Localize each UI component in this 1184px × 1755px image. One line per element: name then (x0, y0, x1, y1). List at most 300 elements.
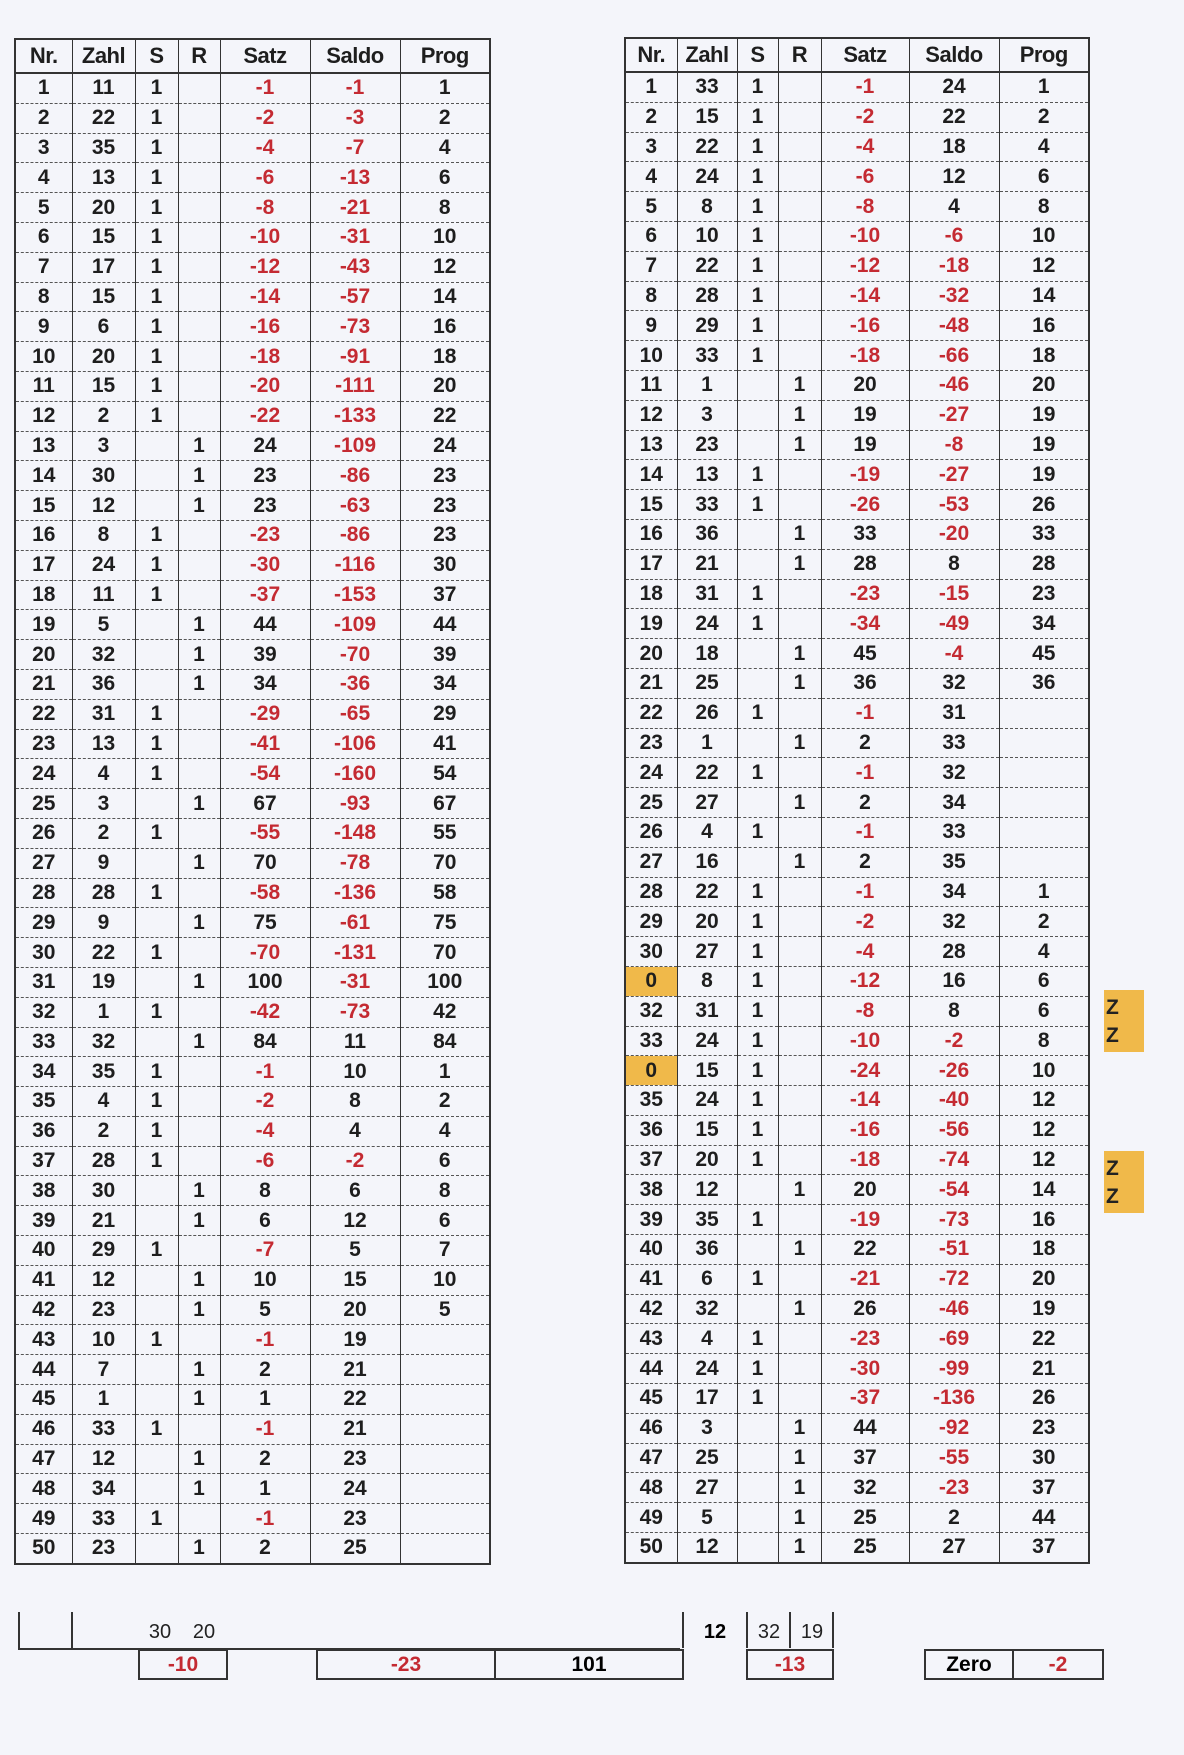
cell-satz: 44 (220, 610, 310, 640)
header-row (15, 39, 490, 73)
cell-prog: 19 (999, 460, 1089, 490)
zero-marker-letter: Z (1106, 1024, 1119, 1047)
cell-prog: 39 (400, 640, 490, 670)
cell-zahl: 34 (72, 1474, 135, 1504)
cell-saldo: 22 (909, 102, 999, 132)
cell-zahl: 15 (677, 102, 737, 132)
table-row (625, 1533, 1089, 1563)
cell-zahl: 4 (677, 1324, 737, 1354)
cell-zahl: 8 (72, 520, 135, 550)
cell-prog: 30 (999, 1443, 1089, 1473)
cell-nr: 33 (15, 1027, 72, 1057)
cell-nr: 27 (625, 847, 677, 877)
table-row (15, 193, 490, 223)
cell-nr: 1 (15, 73, 72, 103)
cell-prog: 18 (400, 342, 490, 372)
cell-s: 1 (737, 817, 778, 847)
cell-prog: 19 (999, 430, 1089, 460)
cell-saldo: 35 (909, 847, 999, 877)
cell-r: 1 (178, 908, 220, 938)
cell-satz: 84 (220, 1027, 310, 1057)
cell-prog: 7 (400, 1236, 490, 1266)
cell-s: 1 (737, 460, 778, 490)
cell-zahl: 4 (72, 759, 135, 789)
cell-satz: -30 (821, 1354, 909, 1384)
cell-saldo: -91 (310, 342, 400, 372)
cell-nr: 44 (15, 1355, 72, 1385)
cell-saldo: 12 (310, 1206, 400, 1236)
cell-zahl: 22 (677, 877, 737, 907)
cell-saldo: -133 (310, 401, 400, 431)
table-row (625, 847, 1089, 877)
cell-zahl: 15 (677, 1115, 737, 1145)
left-prog-total-box: 101 (494, 1649, 684, 1680)
cell-nr: 17 (15, 550, 72, 580)
cell-nr: 18 (625, 579, 677, 609)
cell-satz: -20 (220, 371, 310, 401)
cell-satz: -1 (821, 817, 909, 847)
cell-r: 1 (178, 640, 220, 670)
table-row (625, 817, 1089, 847)
cell-satz: -18 (821, 1145, 909, 1175)
table-row (625, 1026, 1089, 1056)
table-row (15, 73, 490, 103)
cell-s: 1 (135, 997, 178, 1027)
cell-nr: 42 (625, 1294, 677, 1324)
cell-satz: -29 (220, 699, 310, 729)
cell-zahl: 22 (72, 938, 135, 968)
cell-nr: 7 (625, 251, 677, 281)
cell-s: 1 (737, 132, 778, 162)
cell-r (178, 759, 220, 789)
cell-s (737, 847, 778, 877)
cell-satz: -16 (821, 311, 909, 341)
cell-satz: -4 (220, 133, 310, 163)
cell-zahl: 31 (72, 699, 135, 729)
cell-prog: 75 (400, 908, 490, 938)
cell-nr: 9 (15, 312, 72, 342)
left-record-table (14, 38, 491, 1565)
cell-s: 1 (737, 162, 778, 192)
table-row (625, 430, 1089, 460)
cell-s: 1 (135, 759, 178, 789)
cell-nr: 45 (15, 1385, 72, 1415)
cell-zahl: 2 (72, 1116, 135, 1146)
cell-nr: 11 (15, 371, 72, 401)
cell-prog (400, 1325, 490, 1355)
cell-satz: -6 (220, 163, 310, 193)
cell-saldo: -99 (909, 1354, 999, 1384)
cell-zahl: 20 (72, 193, 135, 223)
table-row (15, 550, 490, 580)
footer-rule (18, 1648, 680, 1650)
cell-nr: 39 (625, 1205, 677, 1235)
cell-saldo: -61 (310, 908, 400, 938)
cell-s: 1 (737, 907, 778, 937)
cell-zahl: 11 (72, 73, 135, 103)
cell-s: 1 (135, 1057, 178, 1087)
cell-s (135, 1444, 178, 1474)
cell-saldo: 11 (310, 1027, 400, 1057)
cell-satz: -14 (821, 281, 909, 311)
cell-s (737, 788, 778, 818)
cell-satz: -2 (220, 1087, 310, 1117)
cell-satz: -70 (220, 938, 310, 968)
cell-prog (999, 847, 1089, 877)
cell-r (178, 193, 220, 223)
table-row (625, 1086, 1089, 1116)
cell-saldo: -51 (909, 1235, 999, 1265)
cell-r: 1 (778, 1533, 821, 1563)
cell-nr: 10 (625, 341, 677, 371)
cell-s: 1 (135, 1504, 178, 1534)
cell-s (135, 1385, 178, 1415)
table-row (625, 1175, 1089, 1205)
cell-nr: 2 (15, 103, 72, 133)
col-header-nr: Nr. (15, 39, 72, 73)
cell-saldo: -136 (310, 878, 400, 908)
cell-r (178, 1116, 220, 1146)
table-row (625, 102, 1089, 132)
cell-nr: 41 (625, 1264, 677, 1294)
cell-r (778, 579, 821, 609)
cell-s: 1 (737, 1354, 778, 1384)
cell-prog (999, 817, 1089, 847)
table-row (625, 281, 1089, 311)
cell-satz: 67 (220, 789, 310, 819)
cell-saldo: 21 (310, 1355, 400, 1385)
cell-prog: 12 (400, 252, 490, 282)
cell-prog (400, 1474, 490, 1504)
cell-nr: 32 (625, 996, 677, 1026)
cell-zahl: 36 (677, 519, 737, 549)
cell-zahl: 13 (72, 729, 135, 759)
cell-r: 1 (778, 639, 821, 669)
cell-s: 1 (737, 251, 778, 281)
cell-r (178, 997, 220, 1027)
cell-nr: 48 (625, 1473, 677, 1503)
cell-zahl: 23 (72, 1295, 135, 1325)
cell-satz: -7 (220, 1236, 310, 1266)
cell-zahl: 27 (677, 788, 737, 818)
cell-zahl: 28 (72, 878, 135, 908)
cell-zahl: 15 (677, 1056, 737, 1086)
cell-satz: -18 (220, 342, 310, 372)
cell-r: 1 (778, 1294, 821, 1324)
cell-prog: 18 (999, 1235, 1089, 1265)
cell-satz: 1 (220, 1474, 310, 1504)
cell-r (778, 698, 821, 728)
cell-r: 1 (178, 1265, 220, 1295)
cell-s (737, 668, 778, 698)
cell-s: 1 (737, 1115, 778, 1145)
cell-s: 1 (135, 103, 178, 133)
cell-r: 1 (778, 1473, 821, 1503)
cell-saldo: 32 (909, 907, 999, 937)
cell-satz: 44 (821, 1413, 909, 1443)
cell-prog: 28 (999, 549, 1089, 579)
cell-satz: -42 (220, 997, 310, 1027)
cell-saldo: 33 (909, 728, 999, 758)
cell-prog (400, 1534, 490, 1564)
cell-nr: 32 (15, 997, 72, 1027)
cell-r: 1 (178, 1444, 220, 1474)
cell-prog: 1 (400, 1057, 490, 1087)
left-r-count: 20 (192, 1621, 216, 1643)
left-saldo-total-box: -23 (316, 1649, 496, 1680)
table-row (625, 1354, 1089, 1384)
cell-r (178, 699, 220, 729)
cell-r: 1 (778, 1413, 821, 1443)
cell-zahl: 24 (677, 1086, 737, 1116)
cell-saldo: 8 (909, 996, 999, 1026)
cell-satz: -55 (220, 818, 310, 848)
cell-s: 1 (737, 698, 778, 728)
left-sr-difference-box: -10 (138, 1649, 228, 1680)
cell-nr: 27 (15, 848, 72, 878)
cell-prog: 1 (400, 73, 490, 103)
cell-saldo: -1 (310, 73, 400, 103)
cell-r (778, 192, 821, 222)
cell-r (178, 938, 220, 968)
cell-zahl: 12 (677, 1175, 737, 1205)
cell-satz: -1 (220, 1057, 310, 1087)
cell-saldo: -21 (310, 193, 400, 223)
cell-r (778, 460, 821, 490)
cell-saldo: 24 (909, 72, 999, 102)
cell-satz: -37 (220, 580, 310, 610)
table-row (625, 966, 1089, 996)
zero-marker-block (1104, 1151, 1144, 1213)
zero-marker-letter: Z (1106, 996, 1119, 1019)
cell-saldo: -43 (310, 252, 400, 282)
cell-nr: 36 (15, 1116, 72, 1146)
cell-saldo: -106 (310, 729, 400, 759)
cell-s: 1 (737, 877, 778, 907)
cell-s (737, 1235, 778, 1265)
cell-satz: 23 (220, 491, 310, 521)
cell-saldo: -116 (310, 550, 400, 580)
cell-s (135, 491, 178, 521)
table-row (15, 1295, 490, 1325)
cell-nr: 37 (625, 1145, 677, 1175)
cell-saldo: 10 (310, 1057, 400, 1087)
cell-nr: 12 (15, 401, 72, 431)
cell-r (778, 72, 821, 102)
cell-nr: 20 (15, 640, 72, 670)
cell-satz: 20 (821, 370, 909, 400)
cell-saldo: 22 (310, 1385, 400, 1415)
cell-prog (999, 758, 1089, 788)
cell-zahl: 13 (72, 163, 135, 193)
cell-satz: -16 (821, 1115, 909, 1145)
zero-value-box: -2 (1012, 1649, 1104, 1680)
cell-prog: 22 (999, 1324, 1089, 1354)
cell-saldo: -109 (310, 610, 400, 640)
table-row (625, 341, 1089, 371)
cell-r (178, 312, 220, 342)
cell-saldo: 34 (909, 788, 999, 818)
cell-zahl: 12 (677, 1533, 737, 1563)
cell-nr: 19 (625, 609, 677, 639)
cell-saldo: -6 (909, 221, 999, 251)
cell-saldo: -27 (909, 400, 999, 430)
cell-saldo: -53 (909, 490, 999, 520)
cell-saldo: -136 (909, 1384, 999, 1414)
cell-nr: 43 (625, 1324, 677, 1354)
cell-nr: 29 (625, 907, 677, 937)
cell-saldo: -93 (310, 789, 400, 819)
cell-zahl: 20 (72, 342, 135, 372)
cell-satz: 26 (821, 1294, 909, 1324)
table-row (625, 1503, 1089, 1533)
cell-r (178, 818, 220, 848)
cell-satz: 1 (220, 1385, 310, 1415)
cell-prog: 12 (999, 251, 1089, 281)
cell-nr: 36 (625, 1115, 677, 1145)
cell-s: 1 (135, 1414, 178, 1444)
cell-s (135, 1027, 178, 1057)
cell-nr: 0 (625, 1056, 677, 1086)
table-row (625, 519, 1089, 549)
cell-zahl: 36 (72, 669, 135, 699)
cell-prog: 22 (400, 401, 490, 431)
cell-nr: 39 (15, 1206, 72, 1236)
col-header-r: R (178, 39, 220, 73)
table-row (15, 401, 490, 431)
cell-prog: 26 (999, 490, 1089, 520)
cell-satz: 45 (821, 639, 909, 669)
cell-prog: 54 (400, 759, 490, 789)
cell-nr: 20 (625, 639, 677, 669)
cell-r (778, 996, 821, 1026)
cell-zahl: 6 (72, 312, 135, 342)
cell-r (778, 1324, 821, 1354)
cell-saldo: -86 (310, 461, 400, 491)
cell-nr: 49 (15, 1504, 72, 1534)
cell-zahl: 17 (677, 1384, 737, 1414)
cell-satz: 37 (821, 1443, 909, 1473)
cell-satz: 10 (220, 1265, 310, 1295)
cell-r: 1 (178, 1474, 220, 1504)
cell-s (135, 789, 178, 819)
cell-r (178, 1504, 220, 1534)
cell-nr: 28 (625, 877, 677, 907)
cell-prog: 37 (999, 1473, 1089, 1503)
cell-satz: 2 (821, 728, 909, 758)
cell-zahl: 35 (72, 133, 135, 163)
table-row (625, 132, 1089, 162)
cell-satz: 19 (821, 400, 909, 430)
cell-nr: 7 (15, 252, 72, 282)
table-row (15, 1355, 490, 1385)
cell-s (135, 640, 178, 670)
table-row (625, 877, 1089, 907)
cell-s (737, 639, 778, 669)
cell-satz: -30 (220, 550, 310, 580)
cell-prog: 2 (400, 103, 490, 133)
cell-satz: 2 (220, 1444, 310, 1474)
cell-nr: 22 (15, 699, 72, 729)
table-row (625, 579, 1089, 609)
cell-prog: 37 (400, 580, 490, 610)
cell-r (778, 132, 821, 162)
table-row (15, 1474, 490, 1504)
cell-saldo: 4 (310, 1116, 400, 1146)
cell-r (778, 311, 821, 341)
cell-s: 1 (135, 1236, 178, 1266)
cell-satz: 20 (821, 1175, 909, 1205)
cell-saldo: -78 (310, 848, 400, 878)
cell-s: 1 (135, 878, 178, 908)
cell-r: 1 (178, 461, 220, 491)
table-row (15, 1325, 490, 1355)
cell-nr: 8 (15, 282, 72, 312)
cell-s: 1 (135, 729, 178, 759)
cell-s: 1 (737, 609, 778, 639)
table-row (15, 312, 490, 342)
cell-satz: -26 (821, 490, 909, 520)
cell-saldo: -26 (909, 1056, 999, 1086)
cell-saldo: -57 (310, 282, 400, 312)
cell-r: 1 (778, 668, 821, 698)
cell-saldo: 15 (310, 1265, 400, 1295)
cell-r (778, 1354, 821, 1384)
cell-prog: 10 (999, 221, 1089, 251)
cell-prog (999, 698, 1089, 728)
cell-s: 1 (135, 1087, 178, 1117)
cell-nr: 26 (625, 817, 677, 847)
cell-prog: 20 (400, 371, 490, 401)
cell-prog: 18 (999, 341, 1089, 371)
cell-saldo: 12 (909, 162, 999, 192)
cell-zahl: 35 (677, 1205, 737, 1235)
cell-saldo: -73 (310, 997, 400, 1027)
table-row (15, 1146, 490, 1176)
table-row (625, 1205, 1089, 1235)
cell-s: 1 (737, 192, 778, 222)
cell-prog: 29 (400, 699, 490, 729)
cell-zahl: 24 (677, 162, 737, 192)
col-header-satz: Satz (220, 39, 310, 73)
cell-saldo: -111 (310, 371, 400, 401)
table-row (625, 788, 1089, 818)
cell-nr: 3 (15, 133, 72, 163)
cell-prog: 10 (400, 222, 490, 252)
cell-s: 1 (135, 1146, 178, 1176)
cell-satz: -6 (220, 1146, 310, 1176)
cell-nr: 35 (15, 1087, 72, 1117)
table-row (15, 580, 490, 610)
cell-r (778, 907, 821, 937)
cell-satz: -23 (821, 579, 909, 609)
cell-s: 1 (737, 1086, 778, 1116)
cell-prog: 6 (400, 163, 490, 193)
cell-saldo: 32 (909, 758, 999, 788)
col-header-prog: Prog (999, 38, 1089, 72)
cell-satz: -12 (821, 966, 909, 996)
cell-s: 1 (135, 1116, 178, 1146)
table-row (15, 342, 490, 372)
cell-s: 1 (737, 1384, 778, 1414)
cell-zahl: 6 (677, 1264, 737, 1294)
cell-r: 1 (778, 519, 821, 549)
table-row (15, 699, 490, 729)
cell-satz: 75 (220, 908, 310, 938)
cell-prog: 100 (400, 967, 490, 997)
cell-nr: 37 (15, 1146, 72, 1176)
cell-nr: 30 (625, 937, 677, 967)
